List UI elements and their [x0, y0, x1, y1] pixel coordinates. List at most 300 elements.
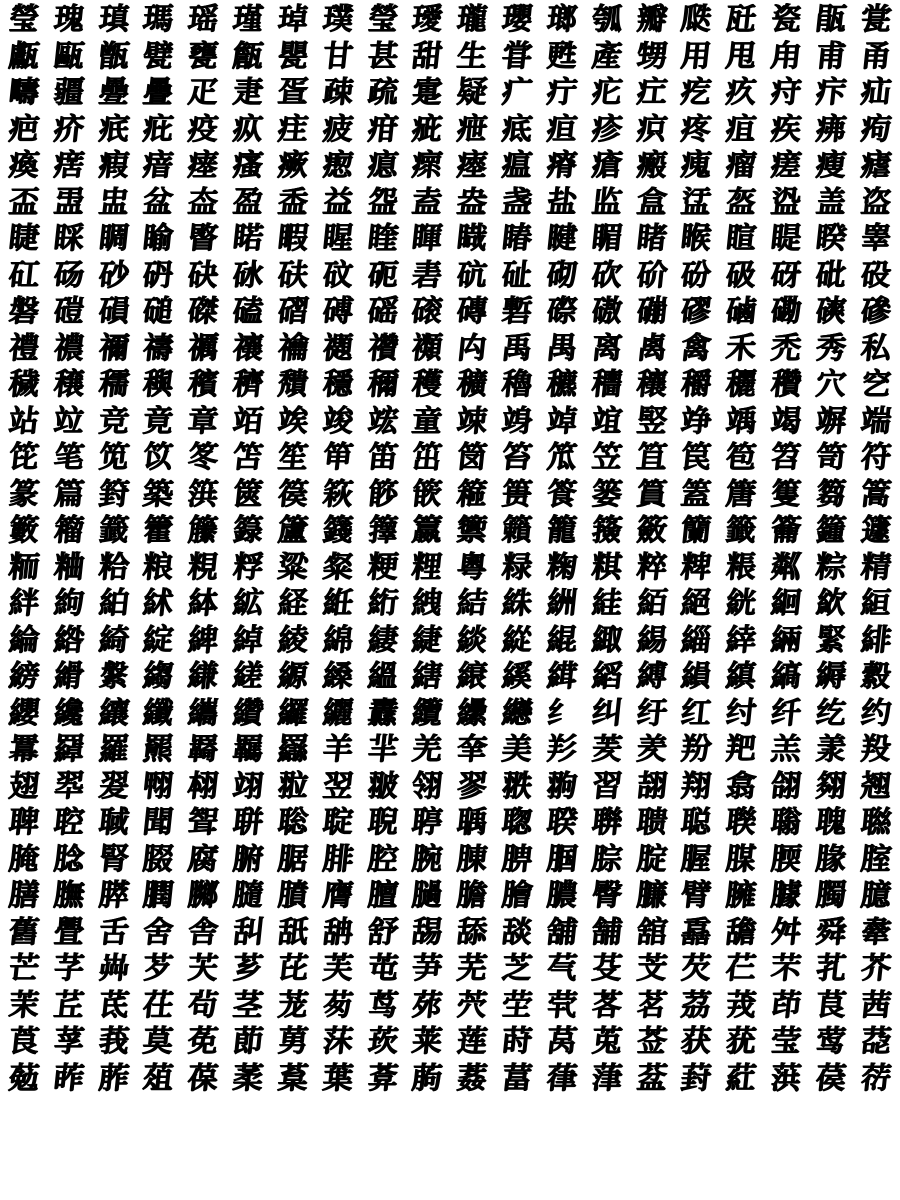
glyph-cell: 禱 [141, 330, 176, 366]
glyph-cell: 瘠 [545, 148, 579, 184]
glyph-cell: 膾 [500, 878, 535, 914]
glyph-cell: 甗 [7, 38, 41, 74]
glyph-cell: 砌 [545, 257, 579, 293]
glyph-cell: 疫 [186, 111, 221, 147]
glyph-cell: 舊 [7, 914, 41, 950]
glyph-cell: 瑩 [7, 2, 41, 38]
glyph-cell: 茐 [321, 987, 355, 1023]
glyph-cell: 羈 [231, 732, 266, 768]
glyph-cell: 粲 [321, 549, 355, 585]
glyph-cell: 砇 [321, 257, 355, 293]
glyph-cell: 縠 [858, 659, 893, 695]
glyph-cell: 篙 [858, 476, 893, 512]
glyph-cell: 瘟 [500, 148, 535, 184]
glyph-cell: 疜 [814, 75, 848, 111]
glyph-cell: 臃 [724, 878, 759, 914]
glyph-cell: 舑 [321, 914, 355, 950]
glyph-cell: 葓 [769, 1060, 803, 1096]
glyph-cell: 疍 [276, 75, 310, 111]
glyph-cell: 緋 [858, 622, 893, 658]
glyph-cell: 籢 [634, 513, 669, 549]
glyph-cell: 疘 [634, 75, 669, 111]
glyph-cell: 縝 [724, 659, 759, 695]
glyph-cell: 膼 [410, 878, 445, 914]
glyph-cell: 磟 [679, 294, 714, 330]
glyph-cell: 籜 [365, 513, 400, 549]
glyph-cell: 笟 [545, 440, 579, 476]
glyph-cell: 籖 [96, 513, 131, 549]
glyph-cell: 穱 [679, 367, 714, 403]
glyph-cell: 莮 [276, 1024, 310, 1060]
glyph-cell: 籔 [7, 513, 41, 549]
glyph-cell: 盌 [365, 184, 400, 220]
glyph-cell: 芟 [589, 951, 624, 987]
glyph-cell: 葅 [141, 1060, 176, 1096]
glyph-cell: 羕 [814, 732, 848, 768]
glyph-cell: 瓞 [679, 2, 714, 38]
glyph-cell: 疾 [769, 111, 803, 147]
glyph-cell: 芚 [365, 951, 400, 987]
glyph-cell: 砒 [814, 257, 848, 293]
glyph-row [6, 951, 894, 988]
glyph-cell: 篖 [724, 476, 759, 512]
glyph-cell: 聨 [589, 805, 624, 841]
glyph-cell: 红 [679, 695, 714, 731]
glyph-cell: 莸 [724, 1024, 759, 1060]
glyph-cell: 腞 [814, 841, 848, 877]
glyph-cell: 疊 [141, 75, 176, 111]
glyph-cell: 睻 [724, 221, 759, 257]
glyph-cell: 茍 [186, 987, 221, 1023]
glyph-cell: 聧 [545, 805, 579, 841]
glyph-cell: 瓔 [500, 2, 535, 38]
glyph-cell: 茘 [679, 987, 714, 1023]
glyph-cell: 篓 [589, 476, 624, 512]
glyph-cell: 生 [455, 38, 490, 74]
glyph-cell: 瑰 [52, 2, 86, 38]
glyph-cell: 矼 [7, 257, 41, 293]
glyph-cell: 睱 [276, 221, 310, 257]
glyph-cell: 竪 [634, 403, 669, 439]
glyph-cell: 甖 [276, 38, 310, 74]
glyph-cell: 疳 [365, 111, 400, 147]
glyph-cell: 膷 [186, 878, 221, 914]
glyph-row [6, 659, 894, 696]
glyph-cell: 莬 [186, 1024, 221, 1060]
glyph-cell: 笣 [724, 440, 759, 476]
glyph-cell: 睺 [679, 221, 714, 257]
glyph-cell: 篏 [410, 476, 445, 512]
glyph-cell: 莻 [858, 1024, 893, 1060]
glyph-cell: 穮 [545, 367, 579, 403]
glyph-cell: 瘔 [52, 148, 86, 184]
glyph-cell: 翉 [186, 768, 221, 804]
glyph-cell: 砎 [634, 257, 669, 293]
glyph-cell: 竢 [276, 403, 310, 439]
glyph-cell: 禴 [276, 330, 310, 366]
glyph-cell: 甘 [321, 38, 355, 74]
glyph-cell: 芝 [500, 951, 535, 987]
glyph-cell: 芣 [769, 951, 803, 987]
glyph-cell: 茙 [724, 987, 759, 1023]
glyph-cell: 站 [7, 403, 41, 439]
glyph-row [6, 221, 894, 258]
glyph-cell: 盗 [858, 184, 893, 220]
glyph-cell: 縏 [96, 659, 131, 695]
glyph-cell: 絍 [321, 586, 355, 622]
glyph-cell: 籛 [321, 513, 355, 549]
glyph-cell: 盎 [455, 184, 490, 220]
glyph-cell: 疶 [455, 111, 490, 147]
glyph-cell: 粬 [52, 549, 86, 585]
glyph-cell: 穦 [186, 367, 221, 403]
glyph-cell: 葏 [589, 1060, 624, 1096]
glyph-cell: 茖 [589, 987, 624, 1023]
glyph-cell: 翑 [545, 768, 579, 804]
glyph-cell: 笜 [410, 440, 445, 476]
glyph-cell: 籝 [410, 513, 445, 549]
glyph-cell: 縕 [365, 659, 400, 695]
glyph-cell: 竞 [96, 403, 131, 439]
glyph-cell: 腔 [365, 841, 400, 877]
glyph-cell: 縛 [634, 659, 669, 695]
glyph-cell: 磑 [52, 294, 86, 330]
glyph-row [6, 39, 894, 76]
glyph-cell: 篈 [96, 476, 131, 512]
glyph-cell: 瓽 [858, 2, 893, 38]
glyph-cell: 瘡 [589, 148, 624, 184]
glyph-cell: 莹 [769, 1024, 803, 1060]
glyph-cell: 綸 [7, 622, 41, 658]
glyph-cell: 縗 [455, 659, 490, 695]
glyph-cell: 穲 [724, 367, 759, 403]
glyph-cell: 瓣 [634, 2, 669, 38]
glyph-cell: 緂 [455, 622, 490, 658]
glyph-cell: 舕 [500, 914, 535, 950]
glyph-cell: 翕 [724, 768, 759, 804]
glyph-cell: 疉 [96, 75, 131, 111]
glyph-cell: 聢 [321, 805, 355, 841]
glyph-cell: 瘝 [410, 148, 445, 184]
glyph-cell: 纡 [634, 695, 669, 731]
glyph-cell: 盅 [96, 184, 131, 220]
glyph-cell: 瘞 [455, 148, 490, 184]
glyph-cell: 瘛 [321, 148, 355, 184]
glyph-cell: 篘 [814, 476, 848, 512]
glyph-row [6, 294, 894, 331]
glyph-cell: 粳 [365, 549, 400, 585]
glyph-cell: 膸 [231, 878, 266, 914]
glyph-cell: 葋 [410, 1060, 445, 1096]
glyph-cell: 茌 [141, 987, 176, 1023]
glyph-cell: 聝 [96, 805, 131, 841]
glyph-cell: 聟 [186, 805, 221, 841]
glyph-cell: 產 [589, 38, 624, 74]
glyph-cell: 茛 [814, 987, 848, 1023]
glyph-cell: 絆 [7, 586, 41, 622]
glyph-cell: 翇 [96, 768, 131, 804]
glyph-cell: 聞 [141, 805, 176, 841]
glyph-cell: 瑱 [96, 2, 131, 38]
glyph-cell: 禮 [7, 330, 41, 366]
glyph-row [6, 367, 894, 404]
glyph-cell: 疭 [231, 111, 266, 147]
glyph-cell: 穭 [500, 367, 535, 403]
glyph-cell: 纔 [52, 695, 86, 731]
glyph-cell: 禵 [321, 330, 355, 366]
glyph-cell: 粴 [410, 549, 445, 585]
glyph-cell: 笗 [186, 440, 221, 476]
glyph-cell: 纙 [276, 695, 310, 731]
glyph-cell: 縎 [52, 659, 86, 695]
glyph-cell: 縖 [410, 659, 445, 695]
glyph-cell: 瘚 [276, 148, 310, 184]
glyph-cell: 綽 [231, 622, 266, 658]
glyph-cell: 舙 [679, 914, 714, 950]
glyph-row [6, 769, 894, 806]
glyph-cell: 籦 [814, 513, 848, 549]
glyph-cell: 纜 [410, 695, 445, 731]
glyph-cell: 翘 [858, 768, 893, 804]
glyph-cell: 葌 [455, 1060, 490, 1096]
glyph-cell: 磝 [589, 294, 624, 330]
glyph-cell: 籡 [589, 513, 624, 549]
glyph-cell: 絇 [52, 586, 86, 622]
glyph-cell: 砀 [52, 257, 86, 293]
glyph-cell: 竬 [724, 403, 759, 439]
glyph-cell: 縑 [186, 659, 221, 695]
glyph-cell: 疸 [545, 111, 579, 147]
glyph-cell: 磒 [96, 294, 131, 330]
glyph-cell: 穯 [589, 367, 624, 403]
glyph-row [6, 477, 894, 514]
glyph-row [6, 1024, 894, 1061]
glyph-cell: 茏 [276, 987, 310, 1023]
glyph-cell: 籚 [276, 513, 310, 549]
glyph-cell: 芠 [634, 951, 669, 987]
glyph-cell: 綿 [321, 622, 355, 658]
glyph-cell: 穧 [231, 367, 266, 403]
glyph-cell: 疼 [679, 111, 714, 147]
glyph-cell: 腍 [52, 841, 86, 877]
glyph-cell: 禺 [545, 330, 579, 366]
glyph-cell: 磞 [634, 294, 669, 330]
glyph-cell: 舝 [858, 914, 893, 950]
glyph-cell: 舓 [410, 914, 445, 950]
glyph-cell: 砏 [679, 257, 714, 293]
glyph-cell: 莫 [141, 1024, 176, 1060]
glyph-cell: 瑶 [186, 2, 221, 38]
glyph-cell: 盍 [410, 184, 445, 220]
glyph-cell: 舌 [96, 914, 131, 950]
glyph-cell: 篒 [545, 476, 579, 512]
glyph-cell: 禹 [500, 330, 535, 366]
glyph-cell: 疲 [321, 111, 355, 147]
glyph-cell: 舘 [634, 914, 669, 950]
glyph-cell: 茊 [52, 987, 86, 1023]
glyph-cell: 聡 [276, 805, 310, 841]
glyph-cell: 甑 [96, 38, 131, 74]
glyph-cell: 笓 [7, 440, 41, 476]
glyph-cell: 粭 [96, 549, 131, 585]
glyph-cell: 甥 [634, 38, 669, 74]
glyph-cell: 絊 [186, 586, 221, 622]
glyph-cell: 睰 [231, 221, 266, 257]
glyph-cell: 聭 [814, 805, 848, 841]
glyph-cell: 瘙 [231, 148, 266, 184]
glyph-cell: 盈 [231, 184, 266, 220]
glyph-cell: 茜 [858, 987, 893, 1023]
glyph-cell: 舒 [365, 914, 400, 950]
glyph-cell: 籘 [186, 513, 221, 549]
glyph-cell: 盔 [724, 184, 759, 220]
glyph-cell: 縚 [589, 659, 624, 695]
glyph-cell: 縞 [769, 659, 803, 695]
glyph-cell: 羏 [545, 732, 579, 768]
glyph-cell: 砊 [455, 257, 490, 293]
glyph-cell: 磙 [410, 294, 445, 330]
glyph-cell: 砆 [276, 257, 310, 293]
glyph-cell: 篍 [321, 476, 355, 512]
glyph-cell: 磗 [321, 294, 355, 330]
glyph-cell: 磔 [186, 294, 221, 330]
glyph-cell: 膿 [545, 878, 579, 914]
glyph-cell: 芕 [141, 951, 176, 987]
glyph-cell: 笤 [769, 440, 803, 476]
glyph-cell: 瓷 [769, 2, 803, 38]
glyph-cell: 笞 [500, 440, 535, 476]
glyph-cell: 舏 [231, 914, 266, 950]
glyph-cell: 籟 [500, 513, 535, 549]
glyph-cell: 翖 [769, 768, 803, 804]
glyph-cell: 芤 [814, 951, 848, 987]
glyph-cell: 纘 [231, 695, 266, 731]
glyph-cell: 疋 [186, 75, 221, 111]
glyph-cell: 获 [679, 1024, 714, 1060]
glyph-cell: 砄 [186, 257, 221, 293]
glyph-cell: 葉 [321, 1060, 355, 1096]
glyph-cell: 纛 [365, 695, 400, 731]
glyph-cell: 舐 [276, 914, 310, 950]
glyph-row [6, 2, 894, 39]
glyph-cell: 緄 [545, 622, 579, 658]
glyph-cell: 疆 [52, 75, 86, 111]
glyph-cell: 睳 [365, 221, 400, 257]
glyph-cell: 盆 [141, 184, 176, 220]
glyph-cell: 葂 [7, 1060, 41, 1096]
glyph-cell: 砍 [589, 257, 624, 293]
glyph-cell: 竣 [321, 403, 355, 439]
glyph-cell: 疹 [589, 111, 624, 147]
glyph-cell: 笘 [231, 440, 266, 476]
glyph-cell: 磣 [858, 294, 893, 330]
glyph-cell: 章 [186, 403, 221, 439]
glyph-cell: 禽 [679, 330, 714, 366]
glyph-cell: 綹 [52, 622, 86, 658]
glyph-cell: 磓 [141, 294, 176, 330]
glyph-cell: 籙 [231, 513, 266, 549]
glyph-cell: 瘧 [858, 148, 893, 184]
glyph-cell: 莲 [455, 1024, 490, 1060]
glyph-cell: 羌 [410, 732, 445, 768]
glyph-cell: 翏 [455, 768, 490, 804]
glyph-cell: 聠 [231, 805, 266, 841]
glyph-cell: 纤 [769, 695, 803, 731]
glyph-cell: 疷 [500, 111, 535, 147]
glyph-cell: 聣 [365, 805, 400, 841]
glyph-cell: 翌 [321, 768, 355, 804]
glyph-cell: 磖 [276, 294, 310, 330]
glyph-cell: 竮 [814, 403, 848, 439]
glyph-cell: 盃 [7, 184, 41, 220]
glyph-cell: 絉 [141, 586, 176, 622]
glyph-cell: 笕 [96, 440, 131, 476]
glyph-cell: 縓 [276, 659, 310, 695]
glyph-cell: 睷 [545, 221, 579, 257]
glyph-cell: 磛 [500, 294, 535, 330]
glyph-cell: 睭 [96, 221, 131, 257]
glyph-cell: 甓 [141, 38, 176, 74]
glyph-cell: 羄 [52, 732, 86, 768]
glyph-cell: 粸 [589, 549, 624, 585]
glyph-cell: 磕 [231, 294, 266, 330]
glyph-cell: 疎 [321, 75, 355, 111]
glyph-cell: 甕 [186, 38, 221, 74]
glyph-cell: 笖 [141, 440, 176, 476]
glyph-cell: 腟 [858, 841, 893, 877]
glyph-cell: 疐 [410, 75, 445, 111]
glyph-cell: 縘 [500, 659, 535, 695]
glyph-cell: 芓 [52, 951, 86, 987]
glyph-cell: 舖 [545, 914, 579, 950]
glyph-cell: 聫 [724, 805, 759, 841]
glyph-cell: 絏 [410, 586, 445, 622]
glyph-cell: 絎 [365, 586, 400, 622]
glyph-cell: 疏 [365, 75, 400, 111]
glyph-cell: 縟 [814, 659, 848, 695]
glyph-cell: 縔 [321, 659, 355, 695]
glyph-row [6, 75, 894, 112]
glyph-cell: 睮 [141, 221, 176, 257]
glyph-cell: 精 [858, 549, 893, 585]
glyph-cell: 粮 [141, 549, 176, 585]
glyph-cell: 篑 [500, 476, 535, 512]
glyph-cell: 舔 [455, 914, 490, 950]
glyph-cell: 舚 [724, 914, 759, 950]
glyph-cell: 腝 [769, 841, 803, 877]
glyph-cell: 睬 [52, 221, 86, 257]
glyph-cell: 砓 [858, 257, 893, 293]
glyph-row [6, 550, 894, 587]
glyph-cell: 翈 [141, 768, 176, 804]
glyph-cell: 睫 [7, 221, 41, 257]
glyph-cell: 甌 [52, 38, 86, 74]
glyph-cell: 籞 [455, 513, 490, 549]
glyph-cell: 莰 [365, 1024, 400, 1060]
glyph-cell: 篗 [769, 476, 803, 512]
glyph-cell: 絈 [96, 586, 131, 622]
glyph-cell: 芔 [96, 951, 131, 987]
glyph-cell: 甫 [814, 38, 848, 74]
glyph-cell: 盓 [679, 184, 714, 220]
glyph-cell: 竟 [141, 403, 176, 439]
glyph-cell: 甩 [724, 38, 759, 74]
glyph-cell: 纗 [186, 695, 221, 731]
glyph-cell: 縙 [545, 659, 579, 695]
glyph-cell: 綻 [141, 622, 176, 658]
glyph-cell: 緊 [814, 622, 848, 658]
glyph-cell: 粻 [724, 549, 759, 585]
